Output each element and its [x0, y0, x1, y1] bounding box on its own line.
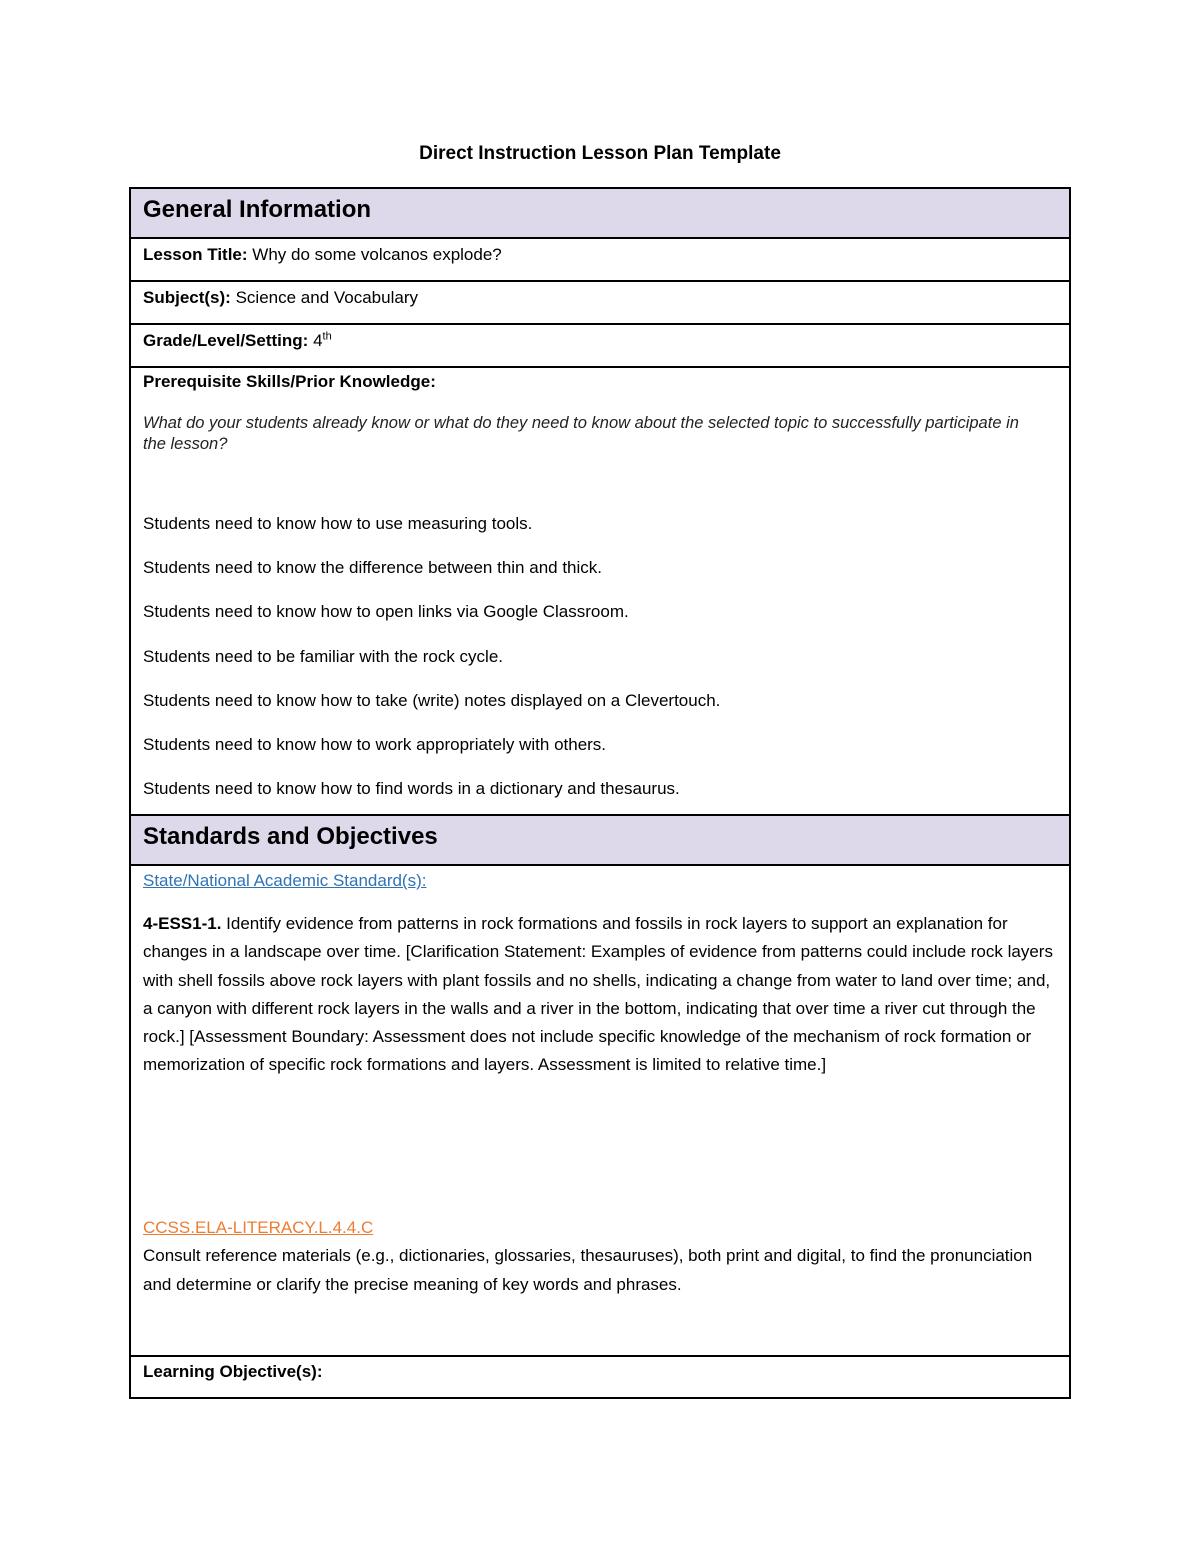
grade-number: 4	[313, 331, 323, 350]
grade-row	[131, 325, 1069, 368]
learning-objectives-row	[131, 1357, 1069, 1397]
prerequisite-item: Students need to know how to work appropriately with others.	[143, 734, 607, 754]
prerequisite-item: Students need to know how to take (write) notes displayed on a Clevertouch.	[143, 690, 721, 710]
ess-standard-text	[143, 910, 1053, 1080]
grade-value	[313, 331, 332, 350]
grade-label: Grade/Level/Setting:	[143, 331, 309, 350]
prerequisite-item: Students need to be familiar with the rock cycle.	[143, 646, 504, 666]
ess-standard-description: Identify evidence from patterns in rock formations and fossils in rock layers to support an explanation for changes in a landscape over time. [Clarification Statement: Examples of evidence from patterns could include rock layers with shell fossils above rock layers with plant fossils and no shells, indicating a change from water to land over time; and, a canyon with different rock layers in the walls and a river in the bottom, indicating that over time a river cut through the rock.] [Assessment Boundary: Assessment does not include specific knowledge of the mechanism of rock formation or memorization of specific rock formations and layers. Assessment is limited to relative time.]	[143, 914, 1053, 1075]
prerequisite-item: Students need to know how to open links via Google Classroom.	[143, 602, 629, 622]
subjects-label: Subject(s):	[143, 288, 231, 307]
page-title: Direct Instruction Lesson Plan Template	[419, 143, 781, 164]
ess-standard-code: 4-ESS1-1.	[143, 914, 222, 933]
ccss-standard-text: Consult reference materials (e.g., dictionaries, glossaries, thesauruses), both print and digital, to find the pronunciation and determine or clarify the precise meaning of key words and phrases.	[143, 1246, 1033, 1294]
lesson-plan-table	[129, 187, 1071, 1399]
prerequisite-question: What do your students already know or what do they need to know about the selected topic to successfully participate in the lesson?	[143, 414, 1019, 453]
lesson-title-value: Why do some volcanos explode?	[252, 245, 502, 264]
standards-objectives-header: Standards and Objectives	[131, 816, 1069, 866]
prerequisite-list	[143, 514, 720, 823]
lesson-title-row	[131, 239, 1069, 282]
prerequisite-item: Students need to know how to use measuring tools.	[143, 514, 533, 533]
prerequisite-item: Students need to know how to find words in a dictionary and thesaurus.	[143, 779, 680, 799]
ccss-standard-link[interactable]: CCSS.ELA-LITERACY.L.4.4.C	[143, 1218, 374, 1237]
standards-row	[131, 866, 1069, 1357]
prerequisite-row	[131, 368, 1069, 816]
subjects-value: Science and Vocabulary	[235, 288, 418, 307]
subjects-row	[131, 282, 1069, 325]
grade-suffix: th	[322, 330, 332, 343]
state-standards-link[interactable]: State/National Academic Standard(s):	[143, 871, 427, 890]
lesson-title-label: Lesson Title:	[143, 245, 248, 264]
prerequisite-label: Prerequisite Skills/Prior Knowledge:	[143, 372, 436, 391]
prerequisite-item: Students need to know the difference between thin and thick.	[143, 558, 602, 578]
general-information-header: General Information	[131, 189, 1069, 239]
learning-objectives-label: Learning Objective(s):	[143, 1362, 323, 1381]
